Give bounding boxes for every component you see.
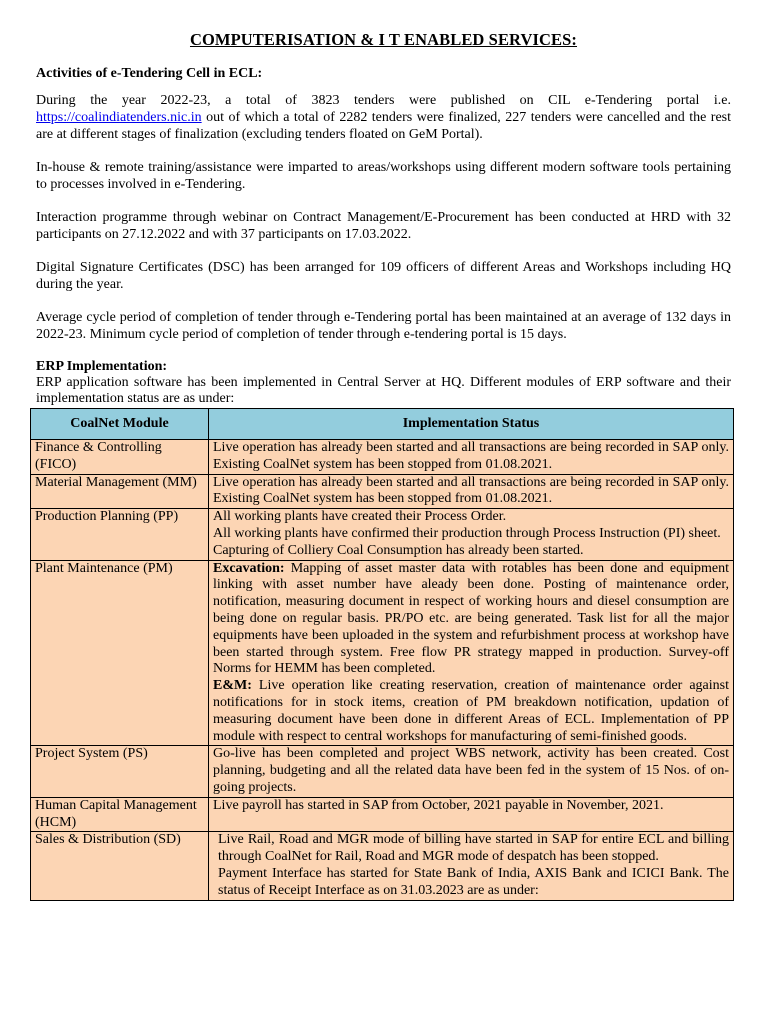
erp-intro: ERP application software has been implemented in Central Server at HQ. Different modules of ERP software and their implementation status are as under: [36,375,731,406]
etender-paragraph-3: Interaction programme through webinar on Contract Management/E-Procurement has been conducted at HRD with 32 participants on 27.12.2022 and with 37 participants on 17.03.2022. [36,210,731,242]
status-cell [209,832,734,900]
em-label: E&M: [213,678,252,694]
erp-modules-table [30,408,734,901]
module-cell: Project System (PS) [31,746,209,797]
etender-p1-text-a: During the year 2022-23, a total of 3823 tenders were published on CIL e-Tendering portal i.e. [36,93,731,108]
table-row-pm [31,560,734,746]
pp-status-line-1: All working plants have created their Process Order. [213,509,507,525]
status-cell: Go-live has been completed and project WBS network, activity has been created. Cost planning, budgeting and all the related data have been fed in the system of 15 Nos. of on-going projects. [209,746,734,797]
table-row-pp [31,509,734,560]
sd-status-line-2: Payment Interface has started for State Bank of India, AXIS Bank and ICICI Bank. The status of Receipt Interface as on 31.03.2023 are as under: [218,865,729,898]
table-row-hcm [31,797,734,832]
etender-paragraph-1 [36,92,731,143]
column-header-module: CoalNet Module [31,409,209,440]
excavation-label: Excavation: [213,560,285,576]
pm-excavation-block [213,561,729,679]
status-cell: Live operation has already been started and all transactions are being recorded in SAP only. Existing CoalNet system has been stopped from 01.08.2021. [209,440,734,475]
module-cell: Production Planning (PP) [31,509,209,560]
module-cell: Material Management (MM) [31,474,209,509]
page-title: COMPUTERISATION & I T ENABLED SERVICES: [189,30,578,49]
coalindiatenders-link[interactable]: https://coalindiatenders.nic.in [36,110,202,125]
table-row-sd [31,832,734,900]
etender-paragraph-4: Digital Signature Certificates (DSC) has been arranged for 109 officers of different Areas and Workshops including HQ during the year. [36,260,731,292]
excavation-text: Mapping of asset master data with rotables has been done and equipment linking with asset number have aleady been done. Posting of maintenance order, notification, measuring document in respect of working hours and diesel consumption are being done on regular basis. PR/PO etc. are being generated. Task list for all the major equipments have been uploaded in the system and refurbishment process at workshop have been started through system. Free flow PR strategy mapped in production. Survey-off Norms for HEMM has been completed. [213,560,729,677]
table-row-ps [31,746,734,797]
module-cell: Plant Maintenance (PM) [31,560,209,746]
status-cell [209,509,734,560]
module-cell: Sales & Distribution (SD) [31,832,209,900]
document-page [36,30,731,901]
table-header-row [31,409,734,440]
pp-status-line-3: Capturing of Colliery Coal Consumption has already been started. [213,542,584,558]
status-cell: Live operation has already been started and all transactions are being recorded in SAP only. Existing CoalNet system has been stopped from 01.08.2021. [209,474,734,509]
status-cell [209,560,734,746]
table-row-mm [31,474,734,509]
etender-p1-text-b: out of which a total of 2282 tenders were finalized, 227 tenders were cancelled and the rest are at different stages of finalization (excluding tenders floated on GeM Portal). [36,110,731,142]
etender-paragraph-5: Average cycle period of completion of tender through e-Tendering portal has been maintained at an average of 132 days in 2022-23. Minimum cycle period of completion of tender through e-tendering portal is 15 days. [36,310,731,342]
pp-status-line-2: All working plants have confirmed their production through Process Instruction (PI) sheet. [213,525,721,541]
module-cell: Finance & Controlling (FICO) [31,440,209,475]
em-text: Live operation like creating reservation, creation of maintenance order against notifications for in stock items, creation of PM breakdown notification, updation of measuring document have been done in different Areas of ECL. Implementation of PP module with respect to central workshops for manufacturing of semi-finished goods. [213,678,729,744]
status-cell: Live payroll has started in SAP from October, 2021 payable in November, 2021. [209,797,734,832]
column-header-status: Implementation Status [209,409,734,440]
pm-em-block [213,678,729,745]
etender-paragraph-2: In-house & remote training/assistance were imparted to areas/workshops using different modern software tools pertaining to processes involved in e-Tendering. [36,160,731,192]
etender-heading: Activities of e-Tendering Cell in ECL: [36,66,263,81]
sd-status-line-1: Live Rail, Road and MGR mode of billing have started in SAP for entire ECL and billing through CoalNet for Rail, Road and MGR mode of despatch has been stopped. [218,832,729,865]
table-row-fico [31,440,734,475]
module-cell: Human Capital Management (HCM) [31,797,209,832]
erp-heading: ERP Implementation: [36,359,168,374]
